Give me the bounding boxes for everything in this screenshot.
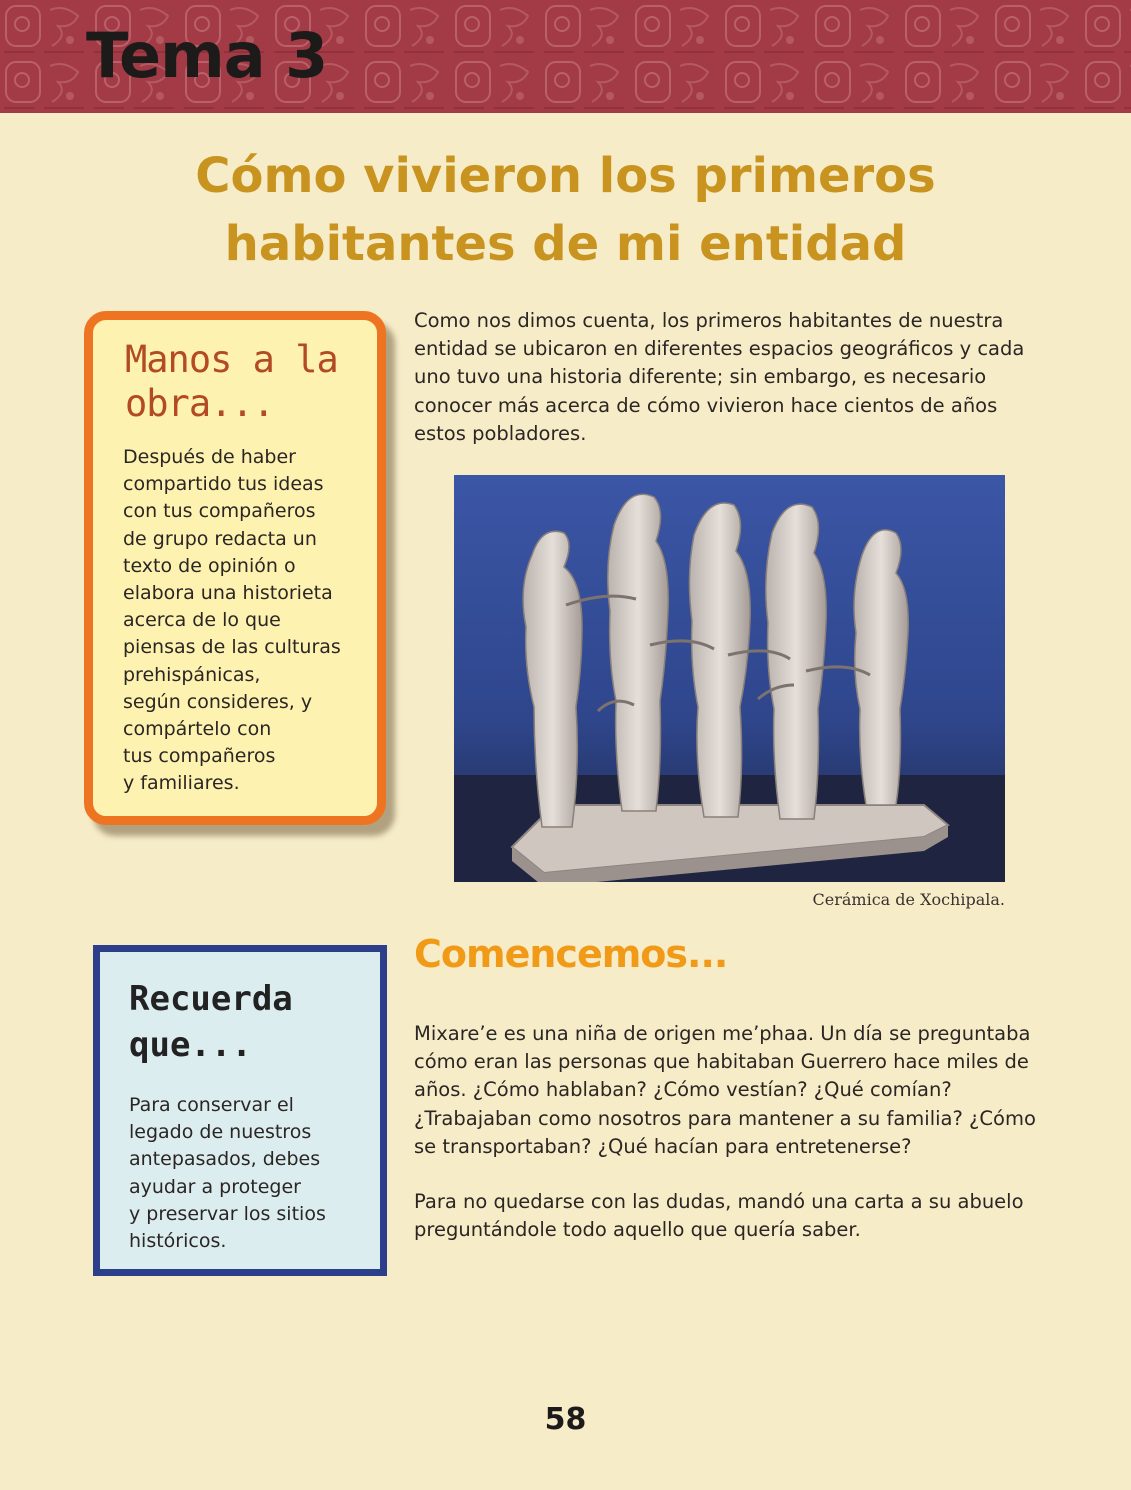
page-title <box>0 142 1131 278</box>
recuerda-box-title <box>129 976 369 1068</box>
figure-caption: Cerámica de Xochipala. <box>812 890 1005 909</box>
ceramic-figures-illustration <box>454 475 1005 882</box>
manos-a-la-obra-box <box>84 311 386 825</box>
recuerda-que-box <box>93 945 387 1276</box>
recuerda-title-line1: Recuerda <box>129 979 293 1019</box>
ceramic-figure-photo <box>454 475 1005 882</box>
comencemos-paragraph-1: Mixare’e es una niña de origen me’phaa. Un día se preguntaba cómo eran las personas que habitaban Guerrero hace miles de años. ¿Cómo hablaban? ¿Cómo vestían? ¿Qué comían? ¿Trabajaban como nosotros para mantener a su familia? ¿Cómo se transportaban? ¿Qué hacían para entretenerse? <box>414 1022 1036 1158</box>
intro-paragraph: Como nos dimos cuenta, los primeros habitantes de nuestra entidad se ubicaron en diferentes espacios geográficos y cada uno tuvo una historia diferente; sin embargo, es necesario conocer más acerca de cómo vivieron hace cientos de años estos pobladores. <box>414 309 1025 445</box>
recuerda-box-text: Para conservar el legado de nuestros antepasados, debes ayudar a proteger y preservar los sitios históricos. <box>129 1094 326 1253</box>
header-banner <box>0 0 1131 113</box>
manos-box-title: Manos a la obra... <box>125 338 338 425</box>
comencemos-heading: Comencemos... <box>414 932 728 976</box>
page-title-line1: Cómo vivieron los primeros <box>195 148 936 204</box>
tema-label: Tema 3 <box>86 19 328 92</box>
recuerda-title-line2: que... <box>129 1025 252 1065</box>
comencemos-paragraph-2: Para no quedarse con las dudas, mandó una carta a su abuelo preguntándole todo aquello que quería saber. <box>414 1190 1024 1242</box>
page-title-line2: habitantes de mi entidad <box>224 216 907 272</box>
page-number: 58 <box>544 1402 587 1437</box>
manos-box-text: Después de haber compartido tus ideas con tus compañeros de grupo redacta un texto de opinión o elabora una historieta acerca de lo que piensas de las culturas prehispánicas, según consideres, y compártelo con tus compañeros y familiares. <box>123 446 341 795</box>
